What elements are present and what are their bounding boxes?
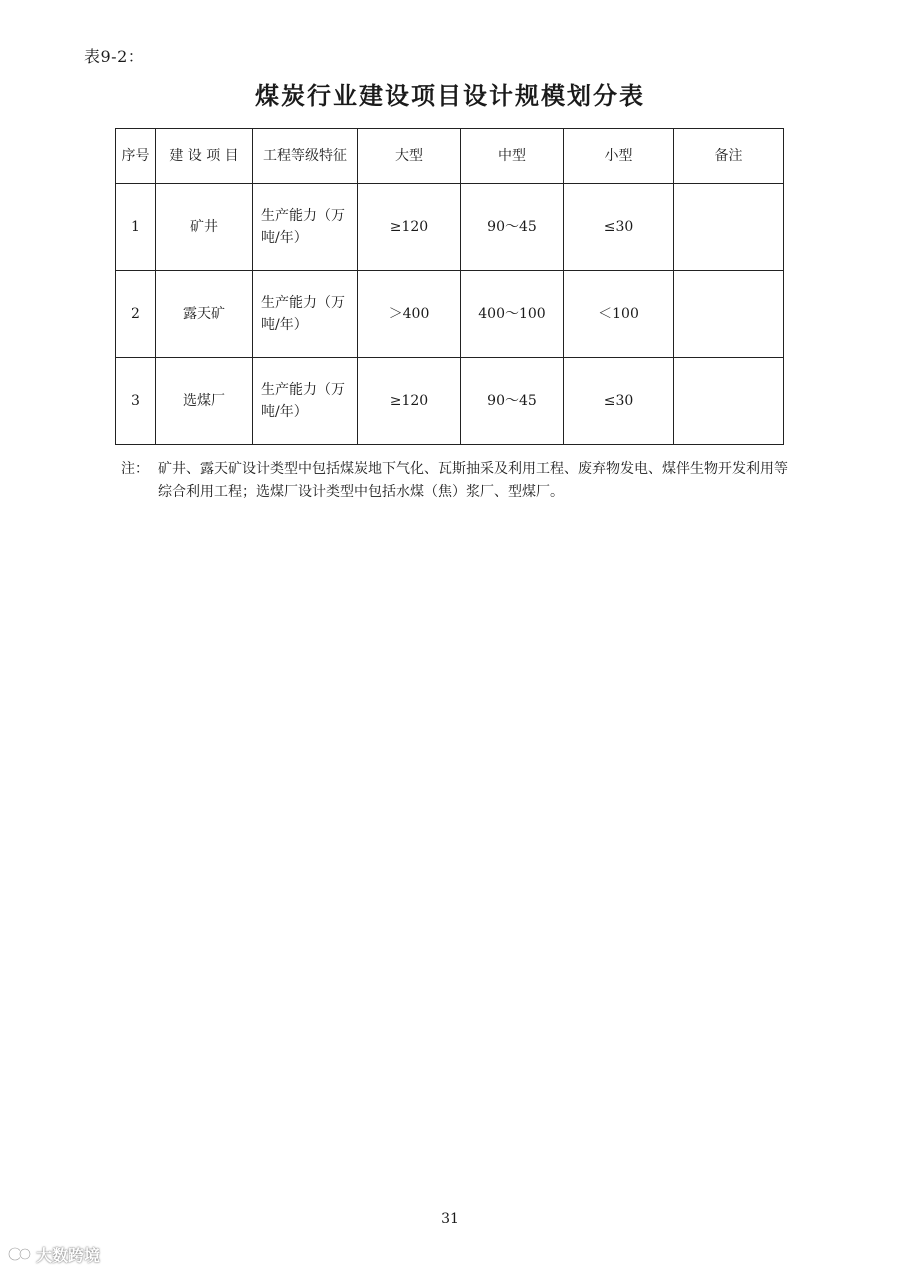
cell-project: 选煤厂 [156, 358, 253, 445]
cell-feature: 生产能力（万吨/年） [253, 184, 358, 271]
cell-medium: 90～45 [461, 184, 564, 271]
header-large: 大型 [358, 129, 461, 184]
watermark-text: 大数跨境 [36, 1245, 101, 1265]
cell-small: ≤30 [564, 358, 674, 445]
table-note [121, 458, 791, 504]
cell-feature: 生产能力（万吨/年） [253, 358, 358, 445]
header-medium: 中型 [461, 129, 564, 184]
header-small: 小型 [564, 129, 674, 184]
note-text: 矿井、露天矿设计类型中包括煤炭地下气化、瓦斯抽采及利用工程、废弃物发电、煤伴生物开发利用等综合利用工程；选煤厂设计类型中包括水煤（焦）浆厂、型煤厂。 [158, 461, 788, 500]
cell-medium: 400～100 [461, 271, 564, 358]
note-label: 注： [121, 461, 149, 477]
logo-icon [8, 1244, 32, 1264]
cell-large: ＞400 [358, 271, 461, 358]
header-feature: 工程等级特征 [253, 129, 358, 184]
cell-project: 露天矿 [156, 271, 253, 358]
cell-feature: 生产能力（万吨/年） [253, 271, 358, 358]
header-project: 建 设 项 目 [156, 129, 253, 184]
cell-large: ≥120 [358, 358, 461, 445]
table-row [116, 184, 784, 271]
cell-small: ＜100 [564, 271, 674, 358]
header-no: 序号 [116, 129, 156, 184]
table-row [116, 358, 784, 445]
cell-project: 矿井 [156, 184, 253, 271]
cell-remark [674, 358, 784, 445]
watermark [8, 1241, 100, 1267]
cell-remark [674, 184, 784, 271]
page-number: 31 [441, 1211, 459, 1227]
cell-no: 3 [116, 358, 156, 445]
table-row [116, 271, 784, 358]
cell-large: ≥120 [358, 184, 461, 271]
table-header-row [116, 129, 784, 184]
cell-medium: 90～45 [461, 358, 564, 445]
cell-no: 1 [116, 184, 156, 271]
table-label: 表9-2： [84, 47, 145, 66]
cell-remark [674, 271, 784, 358]
header-remark: 备注 [674, 129, 784, 184]
cell-small: ≤30 [564, 184, 674, 271]
cell-no: 2 [116, 271, 156, 358]
page-title: 煤炭行业建设项目设计规模划分表 [255, 82, 645, 110]
design-scale-table [115, 128, 784, 445]
